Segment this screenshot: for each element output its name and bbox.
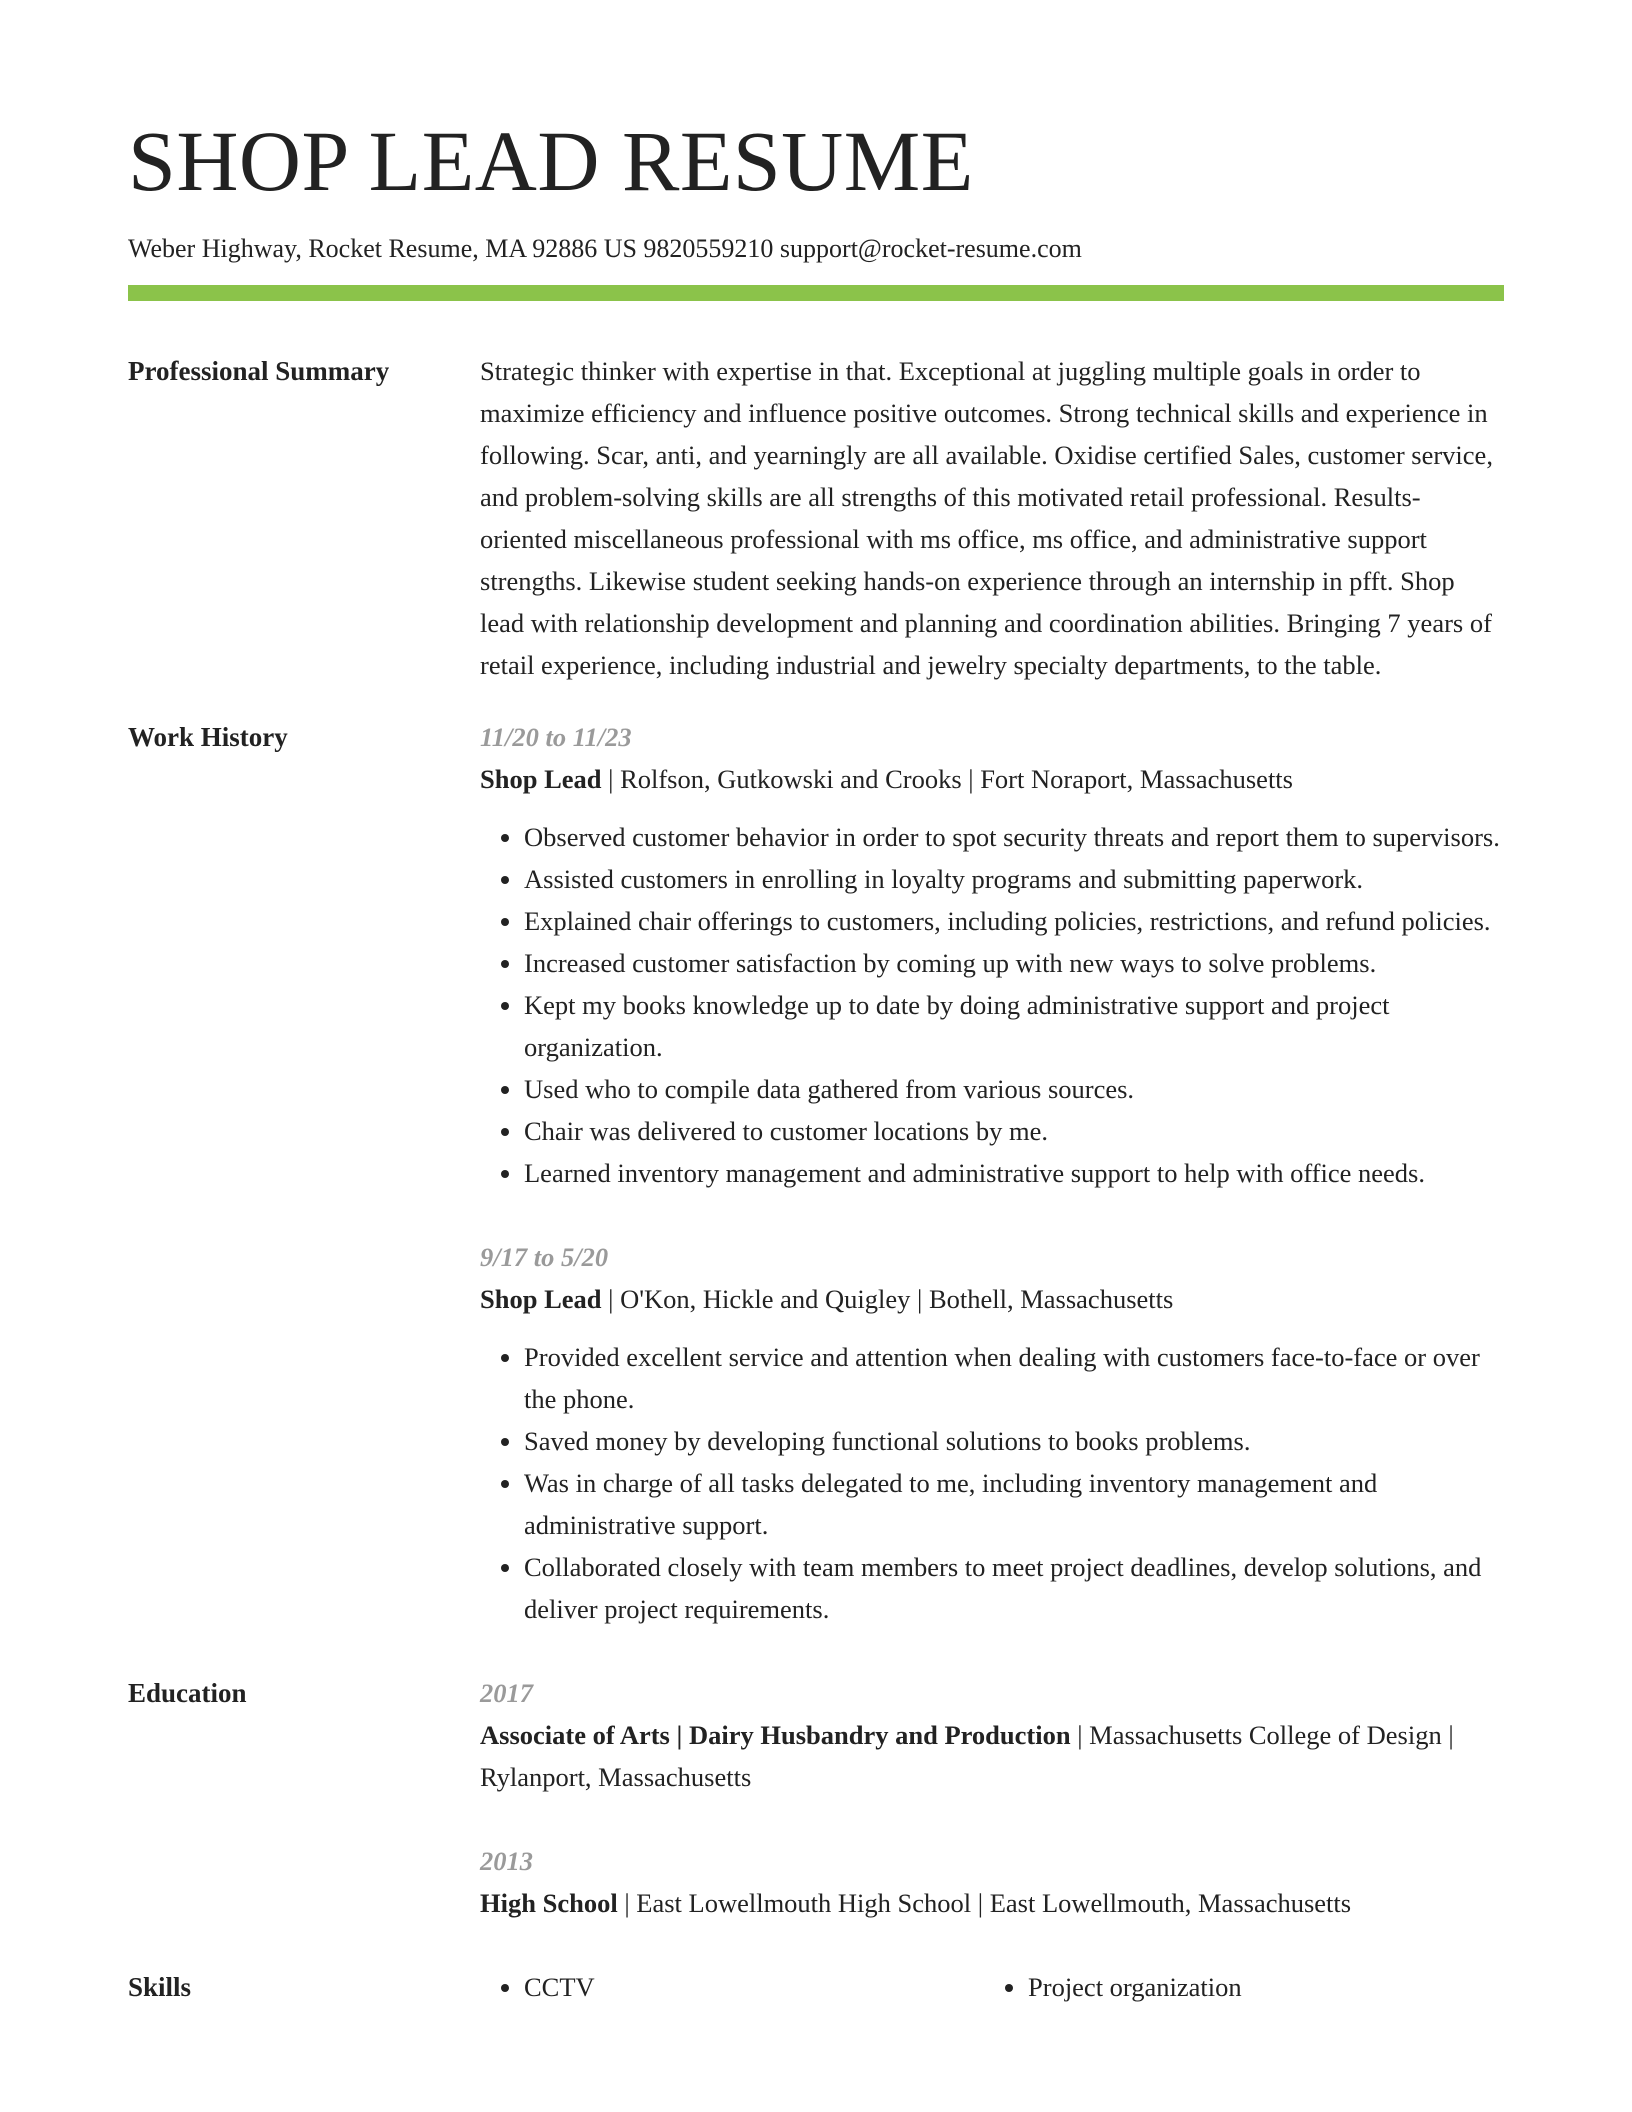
job-title: Shop Lead [480,1284,602,1314]
degree-name: Associate of Arts | Dairy Husbandry and Production [480,1720,1071,1750]
job-entry [480,1236,1504,1630]
education-details: | East Lowellmouth High School | East Lowellmouth, Massachusetts [617,1888,1352,1918]
job-bullets [480,1336,1504,1630]
list-item: • Collaborated closely with team members to meet project deadlines, develop solutions, and deliver project requirements. [524,1546,1504,1630]
education-heading [480,1714,1504,1798]
section-body [480,716,1504,1672]
section-skills [128,1966,1504,2008]
job-entry [480,716,1504,1194]
list-item: • Saved money by developing functional solutions to books problems. [524,1420,1504,1462]
section-label: Professional Summary [128,356,390,386]
section-education [128,1672,1504,1966]
section-label: Education [128,1678,247,1708]
list-item: • Was in charge of all tasks delegated to me, including inventory management and administrative support. [524,1462,1504,1546]
education-year: 2013 [480,1846,533,1876]
skills-columns [480,1966,1504,2008]
job-details: | Rolfson, Gutkowski and Crooks | Fort Noraport, Massachusetts [601,764,1293,794]
skills-list-right [984,1966,1488,2008]
job-dates: 11/20 to 11/23 [480,722,632,752]
section-body [480,1966,1504,2008]
degree-name: High School [480,1888,618,1918]
summary-text: Strategic thinker with expertise in that. Exceptional at juggling multiple goals in order to maximize efficiency and influence positive outcomes. Strong technical skills and experience in following. Scar, anti, and yearningly are all available. Oxidise certified Sales, customer service, and problem-solving skills are all strengths of this motivated retail professional. Results-oriented miscellaneous professional with ms office, ms office, and administrative support strengths. Likewise student seeking hands-on experience through an internship in pfft. Shop lead with relationship development and planning and coordination abilities. Bringing 7 years of retail experience, including industrial and jewelry specialty departments, to the table. [480,356,1493,680]
resume-title: SHOP LEAD RESUME [128,113,974,209]
resume-content [128,350,1504,2008]
section-label: Skills [128,1972,192,2002]
accent-divider [128,285,1504,301]
list-item: • CCTV [524,1966,984,2008]
education-year: 2017 [480,1678,533,1708]
education-entry [480,1840,1504,1924]
list-item: • Used who to compile data gathered from various sources. [524,1068,1504,1110]
contact-line: Weber Highway, Rocket Resume, MA 92886 US 9820559210 support@rocket-resume.com [128,234,1082,263]
job-details: | O'Kon, Hickle and Quigley | Bothell, Massachusetts [601,1284,1174,1314]
list-item: • Explained chair offerings to customers, including policies, restrictions, and refund policies. [524,900,1504,942]
job-heading [480,758,1504,800]
job-bullets [480,816,1504,1194]
list-item: • Project organization [1028,1966,1488,2008]
job-heading [480,1278,1504,1320]
section-body [480,350,1504,686]
section-label: Work History [128,722,288,752]
section-work-history [128,716,1504,1672]
education-details: | Massachusetts College of Design | Rylanport, Massachusetts [480,1720,1454,1792]
section-body [480,1672,1504,1966]
job-dates: 9/17 to 5/20 [480,1242,609,1272]
education-entry [480,1672,1504,1798]
education-heading [480,1882,1504,1924]
section-professional-summary [128,350,1504,686]
list-item: • Increased customer satisfaction by coming up with new ways to solve problems. [524,942,1504,984]
list-item: • Chair was delivered to customer locations by me. [524,1110,1504,1152]
skills-list-left [480,1966,984,2008]
list-item: • Assisted customers in enrolling in loyalty programs and submitting paperwork. [524,858,1504,900]
list-item: • Observed customer behavior in order to spot security threats and report them to supervisors. [524,816,1504,858]
list-item: • Kept my books knowledge up to date by doing administrative support and project organization. [524,984,1504,1068]
list-item: • Provided excellent service and attention when dealing with customers face-to-face or over the phone. [524,1336,1504,1420]
job-title: Shop Lead [480,764,602,794]
list-item: • Learned inventory management and administrative support to help with office needs. [524,1152,1504,1194]
